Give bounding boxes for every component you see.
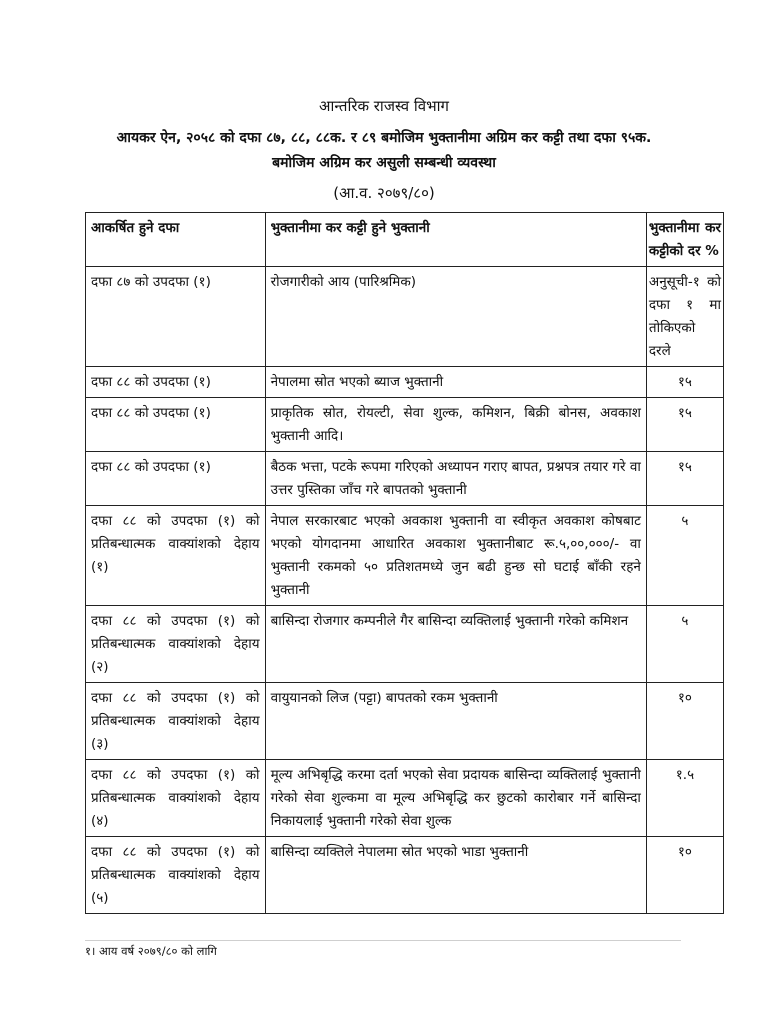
payment-cell: वायुयानको लिज (पट्टा) बापतको रकम भुक्तानी bbox=[265, 683, 646, 760]
header-section: आकर्षित हुने दफा bbox=[86, 213, 266, 267]
rate-cell: ५ bbox=[646, 606, 723, 683]
table-row bbox=[86, 398, 724, 452]
fiscal-year: (आ.व. २०७९/८०) bbox=[333, 184, 435, 202]
document-title-line-1: आयकर ऐन, २०५८ को दफा ८७, ८८, ८८क. र ८९ बमोजिम भुक्तानीमा अग्रिम कर कट्टी तथा दफा ९५क. bbox=[116, 130, 652, 146]
rate-cell: १० bbox=[646, 837, 723, 914]
table-row bbox=[86, 452, 724, 506]
table-row bbox=[86, 606, 724, 683]
rate-cell: १० bbox=[646, 683, 723, 760]
section-cell: दफा ८८ को उपदफा (१) bbox=[86, 367, 266, 398]
table-header-row bbox=[86, 213, 724, 267]
rate-cell: १५ bbox=[646, 367, 723, 398]
tds-rate-table bbox=[85, 212, 724, 914]
section-cell: दफा ८८ को उपदफा (१) को प्रतिबन्धात्मक वाक्यांशको देहाय (३) bbox=[86, 683, 266, 760]
document-title-line-2: बमोजिम अग्रिम कर असुली सम्बन्धी व्यवस्था bbox=[272, 155, 496, 171]
section-cell: दफा ८८ को उपदफा (१) को प्रतिबन्धात्मक वाक्यांशको देहाय (५) bbox=[86, 837, 266, 914]
table-row bbox=[86, 837, 724, 914]
footnote-divider bbox=[85, 940, 681, 941]
section-cell: दफा ८८ को उपदफा (१) को प्रतिबन्धात्मक वाक्यांशको देहाय (१) bbox=[86, 506, 266, 606]
payment-cell: नेपाल सरकारबाट भएको अवकाश भुक्तानी वा स्वीकृत अवकाश कोषबाट भएको योगदानमा आधारित अवकाश भुक्तानीबाट रू.५,००,०००/- वा भुक्तानी रकमको ५० प्रतिशतमध्ये जुन बढी हुन्छ सो घटाई बाँकी रहने भुक्तानी bbox=[265, 506, 646, 606]
payment-cell: मूल्य अभिबृद्धि करमा दर्ता भएको सेवा प्रदायक बासिन्दा व्यक्तिलाई भुक्तानी गरेको सेवा शुल्कमा वा मूल्य अभिबृद्धि कर छुटको कारोबार गर्ने बासिन्दा निकायलाई भुक्तानी गरेको सेवा शुल्क bbox=[265, 760, 646, 837]
table-row bbox=[86, 760, 724, 837]
rate-cell: १५ bbox=[646, 452, 723, 506]
section-cell: दफा ८७ को उपदफा (१) bbox=[86, 267, 266, 367]
payment-cell: प्राकृतिक स्रोत, रोयल्टी, सेवा शुल्क, कमिशन, बिक्री बोनस, अवकाश भुक्तानी आदि। bbox=[265, 398, 646, 452]
payment-cell: बासिन्दा रोजगार कम्पनीले गैर बासिन्दा व्यक्तिलाई भुक्तानी गरेको कमिशन bbox=[265, 606, 646, 683]
section-cell: दफा ८८ को उपदफा (१) bbox=[86, 452, 266, 506]
rate-cell: १.५ bbox=[646, 760, 723, 837]
payment-cell: नेपालमा स्रोत भएको ब्याज भुक्तानी bbox=[265, 367, 646, 398]
rate-cell: अनुसूची-१ को दफा १ मा तोकिएको दरले bbox=[646, 267, 723, 367]
table-row bbox=[86, 506, 724, 606]
footnote: १। आय वर्ष २०७९/८० को लागि bbox=[85, 944, 217, 958]
table-row bbox=[86, 367, 724, 398]
rate-cell: ५ bbox=[646, 506, 723, 606]
header-payment: भुक्तानीमा कर कट्टी हुने भुक्तानी bbox=[265, 213, 646, 267]
section-cell: दफा ८८ को उपदफा (१) को प्रतिबन्धात्मक वाक्यांशको देहाय (४) bbox=[86, 760, 266, 837]
payment-cell: बासिन्दा व्यक्तिले नेपालमा स्रोत भएको भाडा भुक्तानी bbox=[265, 837, 646, 914]
office-title: आन्तरिक राजस्व विभाग bbox=[318, 97, 449, 115]
rate-cell: १५ bbox=[646, 398, 723, 452]
section-cell: दफा ८८ को उपदफा (१) bbox=[86, 398, 266, 452]
table-row bbox=[86, 267, 724, 367]
section-cell: दफा ८८ को उपदफा (१) को प्रतिबन्धात्मक वाक्यांशको देहाय (२) bbox=[86, 606, 266, 683]
header-rate: भुक्तानीमा कर कट्टीको दर % bbox=[646, 213, 723, 267]
payment-cell: रोजगारीको आय (पारिश्रमिक) bbox=[265, 267, 646, 367]
payment-cell: बैठक भत्ता, पटके रूपमा गरिएको अध्यापन गराए बापत, प्रश्नपत्र तयार गरे वा उत्तर पुस्तिका जाँच गरे बापतको भुक्तानी bbox=[265, 452, 646, 506]
table-row bbox=[86, 683, 724, 760]
